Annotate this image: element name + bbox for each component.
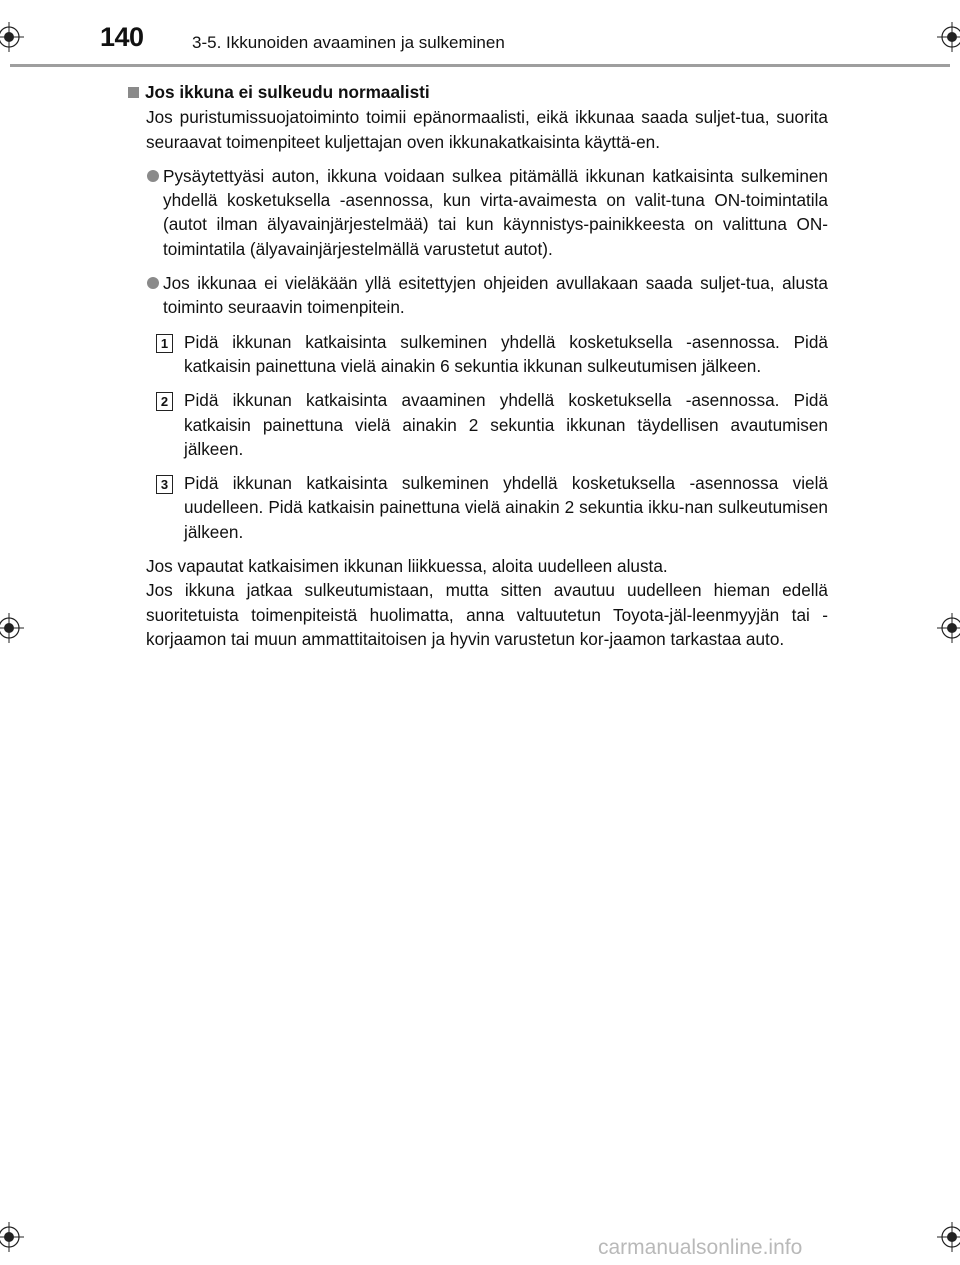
- step-number-badge: 3: [156, 475, 173, 494]
- step-number-badge: 1: [156, 334, 173, 353]
- step-item: [156, 471, 828, 544]
- registration-mark-icon: [0, 1222, 24, 1252]
- bullet-text: Jos ikkunaa ei vieläkään yllä esitettyjen ohjeiden avullakaan saada suljet-tua, alusta toiminto seuraavin toimenpitein.: [163, 273, 828, 318]
- intro-paragraph: Jos puristumissuojatoiminto toimii epänormaalisti, eikä ikkunaa saada suljet-tua, suorita seuraavat toimenpiteet kuljettajan oven ikkunakatkaisinta käyttä-en.: [146, 107, 828, 152]
- section-heading-text: Jos ikkuna ei sulkeudu normaalisti: [145, 82, 430, 102]
- bullet-item: [146, 271, 828, 320]
- step-item: [156, 330, 828, 379]
- square-bullet-icon: [128, 87, 139, 98]
- registration-mark-icon: [0, 22, 24, 52]
- watermark-text: carmanualsonline.info: [598, 1236, 803, 1259]
- header-divider: [10, 64, 950, 67]
- outro-paragraph: Jos vapautat katkaisimen ikkunan liikkuessa, aloita uudelleen alusta.: [146, 556, 668, 577]
- outro-paragraph: Jos ikkuna jatkaa sulkeutumistaan, mutta sitten avautuu uudelleen hieman edellä suoritetuista toimenpiteistä huolimatta, anna valtuutetun Toyota-jäl-leenmyyjän tai -korjaamon tai muun ammattitaitoisen ja hyvin varustetun kor-jaamon tarkastaa auto.: [146, 580, 828, 649]
- bullet-item: [146, 164, 828, 261]
- bullet-text: Pysäytettyäsi auton, ikkuna voidaan sulkea pitämällä ikkunan katkaisinta sulkeminen yhdellä kosketuksella -asennossa, kun virta-avaimesta on valit-tuna ON-toimintatila (autot ilman älyavainjärjestelmää) tai kun käynnistys-painikkeesta on valittuna ON-toimintatila (älyavainjärjestelmällä varustetut autot).: [163, 165, 828, 259]
- circle-bullet-icon: [147, 277, 159, 289]
- step-text: Pidä ikkunan katkaisinta sulkeminen yhdellä kosketuksella -asennossa. Pidä katkaisin painettuna vielä ainakin 6 sekuntia ikkunan sulkeutumisen jälkeen.: [184, 331, 828, 376]
- registration-mark-icon: [937, 22, 960, 52]
- registration-mark-icon: [937, 1222, 960, 1252]
- page-body: [128, 80, 828, 651]
- registration-mark-icon: [937, 613, 960, 643]
- page-number: 140: [100, 22, 144, 52]
- step-text: Pidä ikkunan katkaisinta sulkeminen yhdellä kosketuksella -asennossa vielä uudelleen. Pidä katkaisin painettuna vielä ainakin 2 sekuntia ikku-nan sulkeutumisen jälkeen.: [184, 473, 828, 542]
- step-text: Pidä ikkunan katkaisinta avaaminen yhdellä kosketuksella -asennossa. Pidä katkaisin painettuna vielä ainakin 2 sekuntia ikkunan täydellisen avautumisen jälkeen.: [184, 390, 828, 459]
- step-item: [156, 388, 828, 461]
- step-number-badge: 2: [156, 392, 173, 411]
- registration-mark-icon: [0, 613, 24, 643]
- circle-bullet-icon: [147, 170, 159, 182]
- section-title: 3-5. Ikkunoiden avaaminen ja sulkeminen: [192, 33, 505, 52]
- section-heading: [128, 80, 828, 104]
